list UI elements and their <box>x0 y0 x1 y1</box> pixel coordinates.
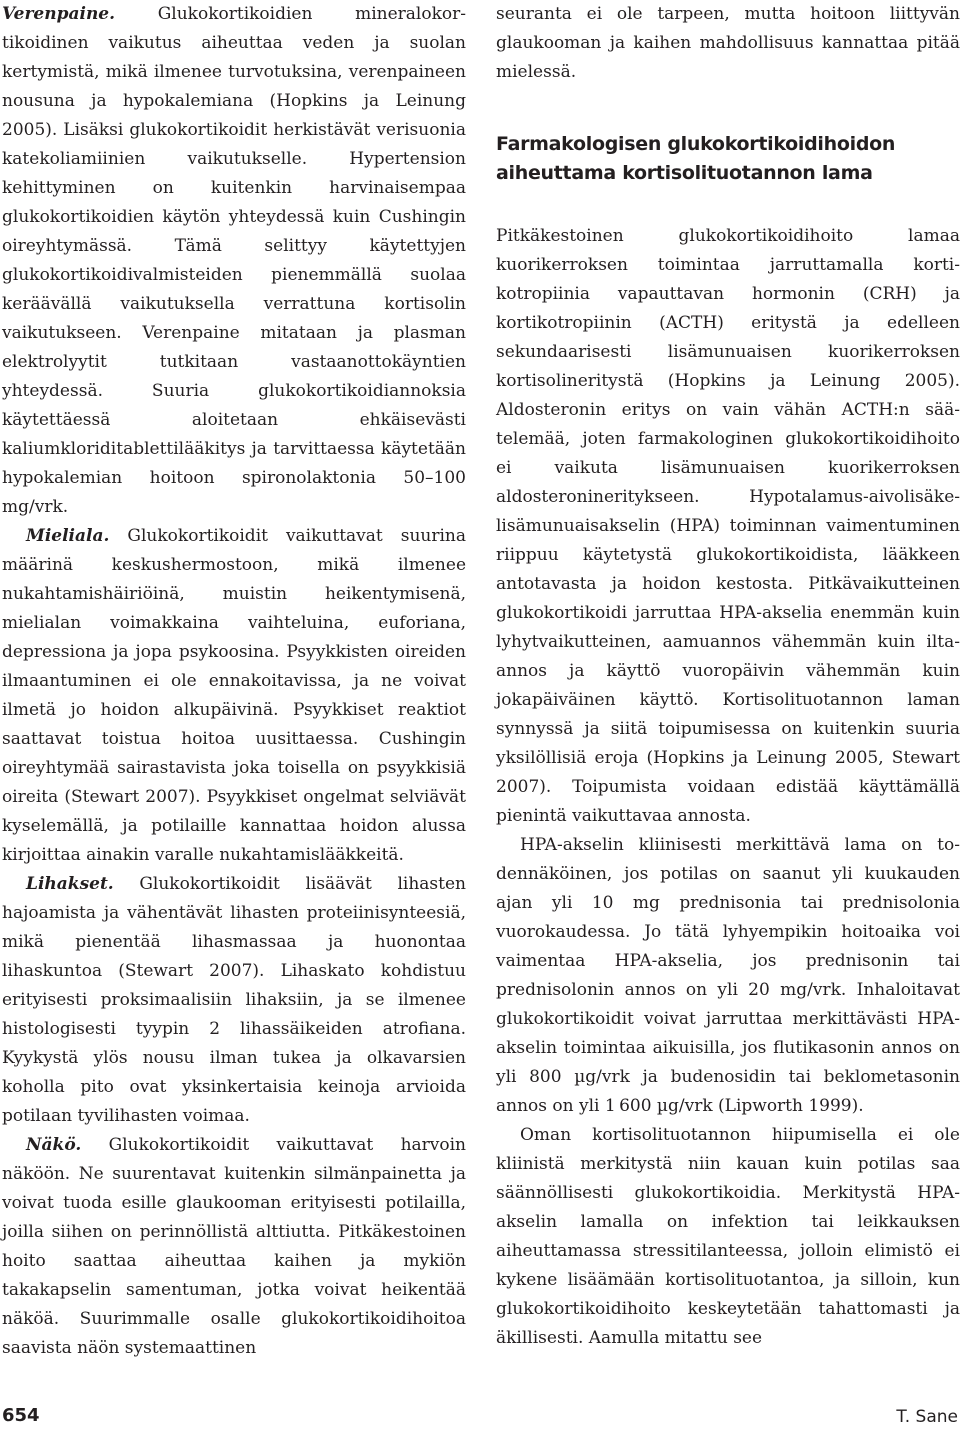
right-column <box>496 0 960 1353</box>
runin-heading-lihakset: Lihakset. <box>26 874 114 894</box>
section-heading: Farmakologisen glukokortikoidihoidon aiheuttama kortisolituotannon lama <box>496 133 896 184</box>
paragraph-lihakset <box>2 870 466 1131</box>
runin-heading-verenpaine: Verenpaine. <box>2 4 116 24</box>
author-name: T. Sane <box>896 1407 958 1427</box>
paragraph-text: Glukokortikoidien mineralokortikoidinen vaikutus aiheuttaa veden ja suolan kertymistä, mikä ilmenee turvotuksina, verenpaineen nousuna ja hypokalemiana (Hopkins ja Leinung 2005). Lisäksi glukokortikoidit herkistävät verisuonia katekoliamiinien vaikutukselle. Hypertension kehittyminen on kuitenkin harvinaisempaa glukokortikoidien käytön yhteydessä kuin Cushingin oireyhtymässä. Tämä selittyy käytettyjen glukokortikoidivalmisteiden pienemmällä suolaa keräävällä vaikutuksella verrattuna kortisolin vaikutukseen. Verenpaine mitataan ja plasman elektrolyytit tutkitaan vastaanottokäyntien yhteydessä. Suuria glukokortikoidiannoksia käytettäessä aloitetaan ehkäisevästi kaliumkloriditablettilääkitys ja tarvittaessa käytetään hypokalemian hoitoon spironolaktonia 50–100 mg/vrk. <box>2 4 466 517</box>
paragraph-text: Glukokortikoidit lisäävät lihasten hajoamista ja vähentävät lihasten proteiinisynteesiä, mikä pienentää lihasmassaa ja huonontaa lihaskuntoa (Stewart 2007). Lihaskato kohdistuu erityisesti proksimaalisiin lihaksiin, ja se ilmenee histologisesti tyypin 2 lihassäikeiden atrofiana. Kyykystä ylös nousu ilman tukea ja olkavarsien koholla pito ovat yksinkertaisia keinoja arvioida potilaan tyvilihasten voimaa. <box>2 874 466 1126</box>
paragraph-clinical-significance: Oman kortisolituotannon hiipumisella ei ole kliinistä merkitystä niin kauan kuin potilas saa säännöllisesti glukokortikoidia. Merkitystä HPA-akselin lamalla on infektion tai leikkauksen aiheuttamassa stressitilanteessa, jolloin elimistö ei kykene lisäämään kortisolituotantoa, ja silloin, kun glukokortikoidihoito keskeytetään tahattomasti ja äkillisesti. Aamulla mitattu see <box>496 1125 960 1348</box>
paragraph-continuation: seuranta ei ole tarpeen, mutta hoitoon liittyvän glaukooman ja kaihen mahdollisuus kannattaa pitää mielessä. <box>496 4 960 82</box>
paragraph-mieliala <box>2 522 466 870</box>
page-number: 654 <box>2 1405 40 1426</box>
paragraph-hpa-suppression: Pitkäkestoinen glukokortikoidihoito lamaa kuorikerroksen toimintaa jarruttamalla kortikotropiinia vapauttavan hormonin (CRH) ja kortikotropiinin (ACTH) eritystä ja edelleen sekundaarisesti lisämunuaisen kuorikerroksen kortisolineritystä (Hopkins ja Leinung 2005). Aldosteronin eritys on vain vähän ACTH:n säätelemää, joten farmakologinen glukokortikoidihoito ei vaikuta lisämunuaisen kuorikerroksen aldosteronineritykseen. Hypotalamus-aivolisäke-lisämunuaisakselin (HPA) toiminnan vaimentuminen riippuu käytetystä glukokortikoidista, lääkkeen antotavasta ja hoidon kestosta. Pitkävaikutteinen glukokortikoidi jarruttaa HPA-akselia enemmän kuin lyhytvaikutteinen, aamuannos vähemmän kuin ilta-annos ja käyttö vuoropäivin vähemmän kuin jokapäiväinen käyttö. Kortisolituotannon laman synnyssä ja siitä toipumisessa on kuitenkin suuria yksilöllisiä eroja (Hopkins ja Leinung 2005, Stewart 2007). Toipumista voidaan edistää käyttämällä pienintä vaikuttavaa annosta. <box>496 226 960 826</box>
left-column <box>2 0 466 1363</box>
paragraph-verenpaine <box>2 0 466 522</box>
runin-heading-nako: Näkö. <box>26 1135 82 1155</box>
paragraph-text: Glukokortikoidit vaikuttavat harvoin näköön. Ne suurentavat kuitenkin silmänpainetta ja voivat tuoda esille glaukooman erityisesti potilailla, joilla siihen on perinnöllistä alttiutta. Pitkäkestoinen hoito saattaa aiheuttaa kaihen ja mykiön takakapselin samentuman, jotka voivat heikentää näköä. Suurimmalle osalle glukokortikoidihoitoa saavista näön systemaattinen <box>2 1135 466 1358</box>
paragraph-hpa-risk: HPA-akselin kliinisesti merkittävä lama on todennäköinen, jos potilas on saanut yli kuukauden ajan yli 10 mg prednisonia tai prednisolonia vuorokaudessa. Jo tätä lyhyempikin hoitoaika voi vaimentaa HPA-akselia, jos prednisonin tai prednisolonin annos on yli 20 mg/vrk. Inhaloitavat glukokortikoidit voivat jarruttaa merkittävästi HPA-akselin toimintaa aikuisilla, jos flutikasonin annos on yli 800 µg/vrk ja budenosidin tai beklometasonin annos on yli 1 600 µg/vrk (Lipworth 1999). <box>496 835 960 1116</box>
paragraph-nako <box>2 1131 466 1363</box>
paragraph-text: Glukokortikoidit vaikuttavat suurina määrinä keskushermostoon, mikä ilmenee nukahtamishäiriöinä, muistin heikentymisenä, mielialan voimakkaina vaihteluina, euforiana, depressiona ja jopa psykoosina. Psyykkisten oireiden ilmaantuminen ei ole ennakoitavissa, ja ne voivat ilmetä jo hoidon alkupäivinä. Psyykkiset reaktiot saattavat toistua hoitoa uusittaessa. Cushingin oireyhtymää sairastavista joka toisella on psyykkisiä oireita (Stewart 2007). Psyykkiset ongelmat selviävät kyselemällä, ja potilaille kannattaa hoidon alussa kirjoittaa ainakin varalle nukahtamislääkkeitä. <box>2 526 466 865</box>
runin-heading-mieliala: Mieliala. <box>26 526 110 546</box>
